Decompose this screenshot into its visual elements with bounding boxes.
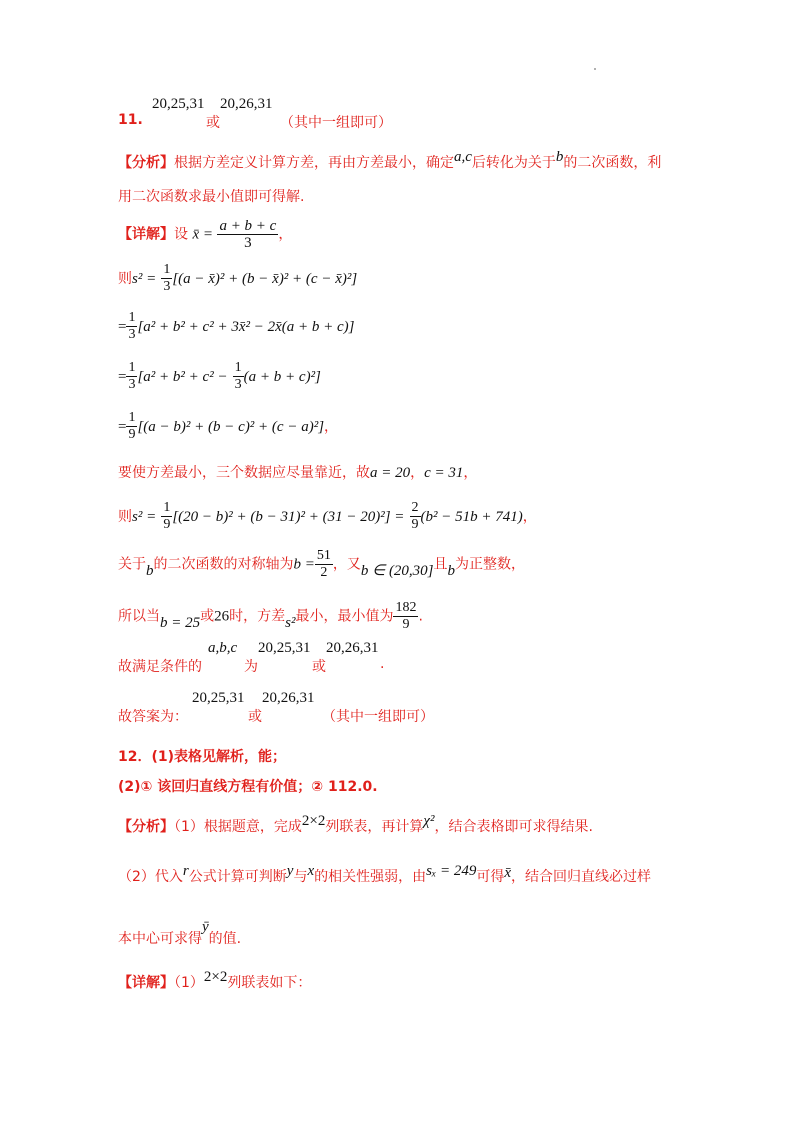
derivation-expr-3b: (a + b + c)²] [243, 369, 321, 385]
so-s2: s² [285, 614, 296, 631]
analysis12-tag: 【分析】 [118, 819, 174, 835]
analysis12-text: 与 [293, 869, 308, 885]
analysis12-xbar: x̄ [504, 865, 512, 881]
frac-numerator: 2 [411, 500, 419, 515]
analysis12-y: y [286, 863, 294, 879]
so-or: 或 [200, 608, 215, 625]
calc-end: ， [522, 509, 537, 525]
axis-var-b: b [447, 562, 456, 579]
calc-expr: [(20 − b)² + (b − 31)² + (31 − 20)²] = [172, 509, 405, 525]
axis-text: 且 [433, 556, 448, 573]
satisfy-abc: a,b,c [208, 640, 238, 656]
analysis12-text: （1）根据题意，完成 [174, 819, 302, 835]
frac-numerator: 1 [234, 360, 242, 375]
frac-denominator: 9 [411, 517, 419, 532]
so-text: 时，方差 [229, 608, 286, 625]
analysis12-line-1 [118, 813, 593, 836]
frac-numerator: 51 [316, 548, 331, 563]
satisfy-text: 故满足条件的 [118, 659, 202, 675]
derivation-expr-4: [(a − b)² + (b − c)² + (c − a)²] [137, 419, 325, 435]
detail12-line [118, 969, 312, 992]
axis-text: 为正整数， [455, 556, 526, 573]
analysis-tag: 【分析】 [118, 155, 174, 171]
axis-text: 关于 [118, 556, 146, 573]
analysis12-text: 本中心可求得 [118, 931, 202, 947]
so-line [118, 600, 423, 633]
page-mark [594, 68, 596, 70]
detail-text: 则 [118, 271, 132, 287]
analysis12-sx: sₓ = 249 [426, 863, 477, 879]
calc-expr-2: (b² − 51b + 741) [420, 509, 523, 525]
calc-line: 则s² = $\frac{1}{9}$ [(20 − b)² + (b − 31)² + (31 − 20)²] = $\frac{2}{9}$ (b² − 51b + 741)， [118, 500, 537, 532]
axis-line [118, 548, 525, 581]
analysis12-line-3 [118, 919, 242, 948]
so-value: 26 [214, 608, 230, 625]
detail-text: ， [278, 226, 293, 243]
q11-answer-2: 20,26,31 [220, 96, 273, 112]
derivation-expr-3a: [a² + b² + c² − [137, 369, 228, 385]
derivation-expr-1: [(a − x̄)² + (b − x̄)² + (c − x̄)²] [172, 271, 358, 287]
q11-note: （其中一组即可） [280, 115, 392, 131]
analysis-text: 后转化为关于 [471, 155, 556, 171]
a-equals: a = 20 [370, 465, 411, 481]
q11-answer-1: 20,25,31 [152, 96, 205, 112]
frac-numerator: 1 [163, 262, 171, 277]
satisfy-wei: 为 [244, 659, 258, 675]
q12-line-2: (2)① 该回归直线方程有价值；② 112.0. [118, 779, 378, 795]
detail-text: 设 [174, 226, 188, 243]
analysis12-line-2 [118, 863, 652, 886]
answer-or: 或 [248, 709, 262, 725]
analysis12-text: 公式计算可判断 [188, 869, 287, 885]
xbar-def-numerator: a + b + c [219, 218, 277, 234]
axis-text: 的二次函数的对称轴为 [153, 556, 294, 573]
detail12-text: 列联表如下： [227, 975, 312, 991]
c-equals: c = 31 [424, 465, 464, 481]
frac-denominator: 9 [128, 427, 136, 442]
answer-note: （其中一组即可） [322, 709, 434, 725]
analysis-line-1 [118, 149, 662, 172]
analysis12-ybar: ȳ [202, 919, 209, 935]
q11-number: 11. [118, 112, 143, 128]
derivation-expr-2: [a² + b² + c² + 3x̄² − 2x̄(a + b + c)] [137, 319, 355, 335]
frac-numerator: 1 [128, 310, 136, 325]
derivation-line-2: = $\frac{1}{3}$ [a² + b² + c² + 3x̄² − 2x̄(a + b + c)] [118, 310, 355, 342]
q12-line-1: 12．(1)表格见解析，能； [118, 749, 287, 765]
frac-denominator: 9 [402, 617, 410, 632]
analysis-var-b: b [555, 149, 564, 165]
analysis-vars: a,c [454, 149, 472, 165]
analysis12-text: 的值. [208, 931, 242, 947]
analysis12-text: 的相关性强弱，由 [314, 869, 427, 885]
answer-1: 20,25,31 [192, 690, 245, 706]
satisfy-or: 或 [312, 659, 326, 675]
xbar-def-denominator: 3 [244, 235, 252, 251]
axis-condition: b ∈ (20,30] [360, 562, 434, 579]
axis-text: ，又 [332, 556, 361, 573]
frac-denominator: 9 [163, 517, 171, 532]
detail-line-def: 【详解】设 x̄ = $\frac{a + b + c}{3}$ ， [118, 218, 293, 251]
derivation-line-4: = $\frac{1}{9}$ [(a − b)² + (b − c)² + (c − a)²]， [118, 410, 339, 442]
calc-text: 则 [118, 509, 132, 525]
reason-end: ， [463, 465, 478, 481]
frac-denominator: 3 [128, 327, 136, 342]
satisfy-answer-1: 20,25,31 [258, 640, 311, 656]
analysis12-2x2: 2×2 [301, 813, 326, 829]
frac-numerator: 1 [128, 410, 136, 425]
analysis12-text: （2）代入 [118, 869, 183, 885]
analysis12-chi: χ² [423, 813, 435, 829]
detail12-tag: 【详解】 [118, 975, 174, 991]
detail-tag: 【详解】 [118, 226, 174, 243]
so-text: 最小，最小值为 [295, 608, 394, 625]
answer-text: 故答案为： [118, 709, 188, 725]
answer-2: 20,26,31 [262, 690, 315, 706]
frac-denominator: 2 [320, 565, 328, 580]
detail-text: ， [324, 419, 339, 435]
analysis-text: 的二次函数，利 [563, 155, 662, 171]
reason-text: 要使方差最小，三个数据应尽量靠近，故 [118, 465, 370, 481]
frac-numerator: 1 [163, 500, 171, 515]
analysis-line-2: 用二次函数求最小值即可得解. [118, 189, 305, 205]
axis-b-eq: b = [293, 556, 315, 573]
q11-or: 或 [206, 115, 220, 131]
axis-var-b: b [146, 562, 154, 579]
so-text: 所以当 [118, 608, 160, 625]
reason-line [118, 462, 477, 482]
frac-numerator: 1 [128, 360, 136, 375]
frac-denominator: 3 [234, 377, 242, 392]
analysis12-text: 可得 [476, 869, 505, 885]
so-b-eq: b = 25 [160, 614, 201, 631]
derivation-line-3: = $\frac{1}{3}$ [a² + b² + c² − $\frac{1}{3}$ (a + b + c)²] [118, 360, 321, 392]
analysis12-text: 列联表，再计算 [325, 819, 424, 835]
derivation-line-1: 则s² = $\frac{1}{3}$ [(a − x̄)² + (b − x̄)² + (c − x̄)²] [118, 262, 358, 294]
analysis12-text: ，结合表格即可求得结果. [434, 819, 593, 835]
frac-numerator: 182 [395, 600, 417, 615]
frac-denominator: 3 [163, 279, 171, 294]
analysis12-r: r [182, 863, 189, 879]
reason-sep: ， [410, 465, 425, 481]
frac-denominator: 3 [128, 377, 136, 392]
detail12-text: （1） [174, 975, 204, 991]
analysis12-text: ，结合回归直线必过样 [511, 869, 652, 885]
satisfy-end: . [380, 656, 385, 672]
analysis-text: 根据方差定义计算方差，再由方差最小，确定 [174, 155, 454, 171]
analysis12-x: x [307, 863, 315, 879]
so-end: . [418, 608, 423, 625]
detail12-2x2: 2×2 [203, 969, 228, 985]
satisfy-answer-2: 20,26,31 [326, 640, 379, 656]
